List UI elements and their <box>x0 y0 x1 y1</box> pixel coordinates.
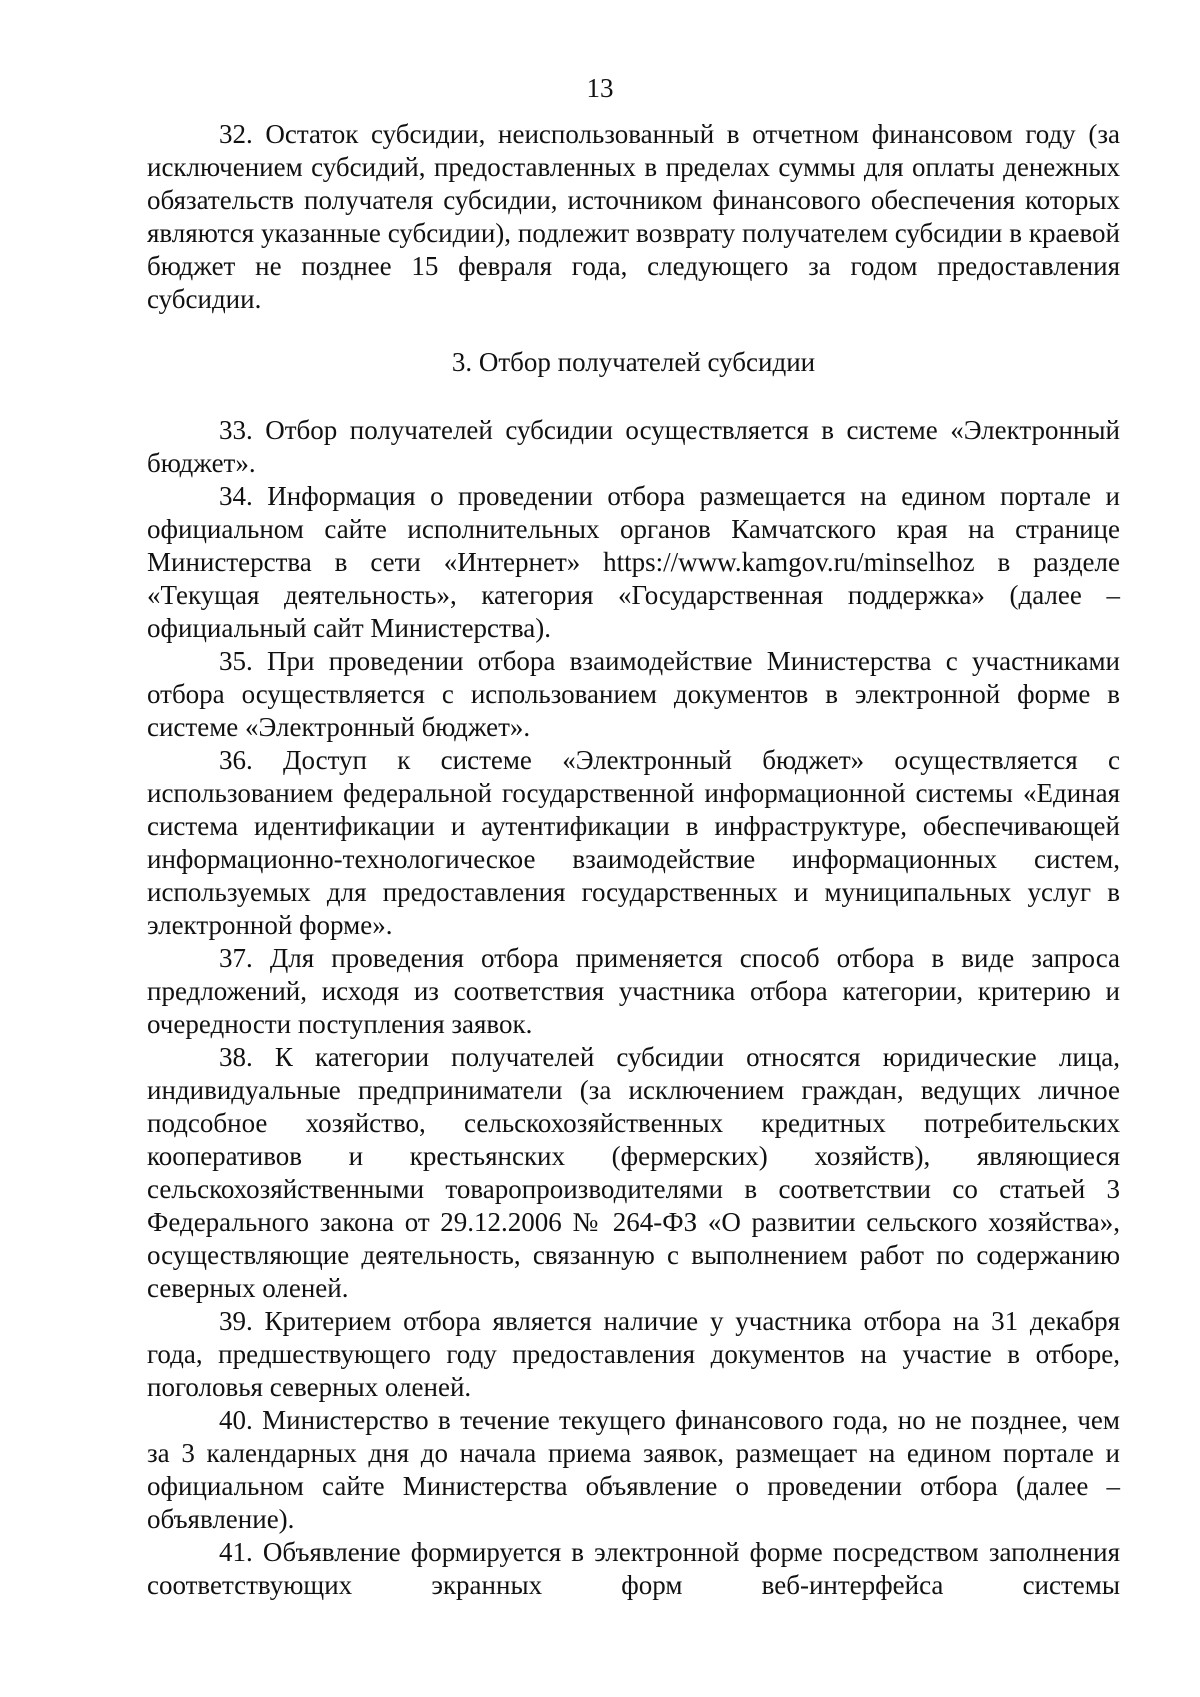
paragraph-34: 34. Информация о проведении отбора размещается на едином портале и официальном сайте исполнительных органов Камчатского края на странице Министерства в сети «Интернет» https://www.kamgov.ru/minselhoz в разделе «Текущая деятельность», категория «Государственная поддержка» (далее – официальный сайт Министерства). <box>147 481 1120 643</box>
paragraph-37: 37. Для проведения отбора применяется способ отбора в виде запроса предложений, исходя из соответствия участника отбора категории, критерию и очередности поступления заявок. <box>147 943 1120 1039</box>
paragraph-38: 38. К категории получателей субсидии относятся юридические лица, индивидуальные предприниматели (за исключением граждан, ведущих личное подсобное хозяйство, сельскохозяйственных кредитных потребительских кооперативов и крестьянских (фермерских) хозяйств), являющиеся сельскохозяйственными товаропроизводителями в соответствии со статьей 3 Федерального закона от 29.12.2006 № 264-ФЗ «О развитии сельского хозяйства», осуществляющие деятельность, связанную с выполнением работ по содержанию северных оленей. <box>147 1042 1120 1303</box>
document-body <box>147 118 1120 1602</box>
page-number: 13 <box>586 73 614 103</box>
paragraph-39: 39. Критерием отбора является наличие у участника отбора на 31 декабря года, предшествующего году предоставления документов на участие в отборе, поголовья северных оленей. <box>147 1306 1120 1402</box>
paragraph-40: 40. Министерство в течение текущего финансового года, но не позднее, чем за 3 календарных дня до начала приема заявок, размещает на едином портале и официальном сайте Министерства объявление о проведении отбора (далее – объявление). <box>147 1405 1120 1534</box>
section-heading: 3. Отбор получателей субсидии <box>451 347 816 377</box>
paragraph-41: 41. Объявление формируется в электронной форме посредством заполнения соответствующих экранных форм веб-интерфейса системы <box>147 1537 1120 1600</box>
paragraph-36: 36. Доступ к системе «Электронный бюджет» осуществляется с использованием федеральной государственной информационной системы «Единая система идентификации и аутентификации в инфраструктуре, обеспечивающей информационно-технологическое взаимодействие информационных систем, используемых для предоставления государственных и муниципальных услуг в электронной форме». <box>147 745 1120 940</box>
paragraph-32: 32. Остаток субсидии, неиспользованный в отчетном финансовом году (за исключением субсидий, предоставленных в пределах суммы для оплаты денежных обязательств получателя субсидии, источником финансового обеспечения которых являются указанные субсидии), подлежит возврату получателем субсидии в краевой бюджет не позднее 15 февраля года, следующего за годом предоставления субсидии. <box>147 119 1120 314</box>
paragraph-35: 35. При проведении отбора взаимодействие Министерства с участниками отбора осуществляется с использованием документов в электронной форме в системе «Электронный бюджет». <box>147 646 1120 742</box>
paragraph-33: 33. Отбор получателей субсидии осуществляется в системе «Электронный бюджет». <box>147 415 1120 478</box>
